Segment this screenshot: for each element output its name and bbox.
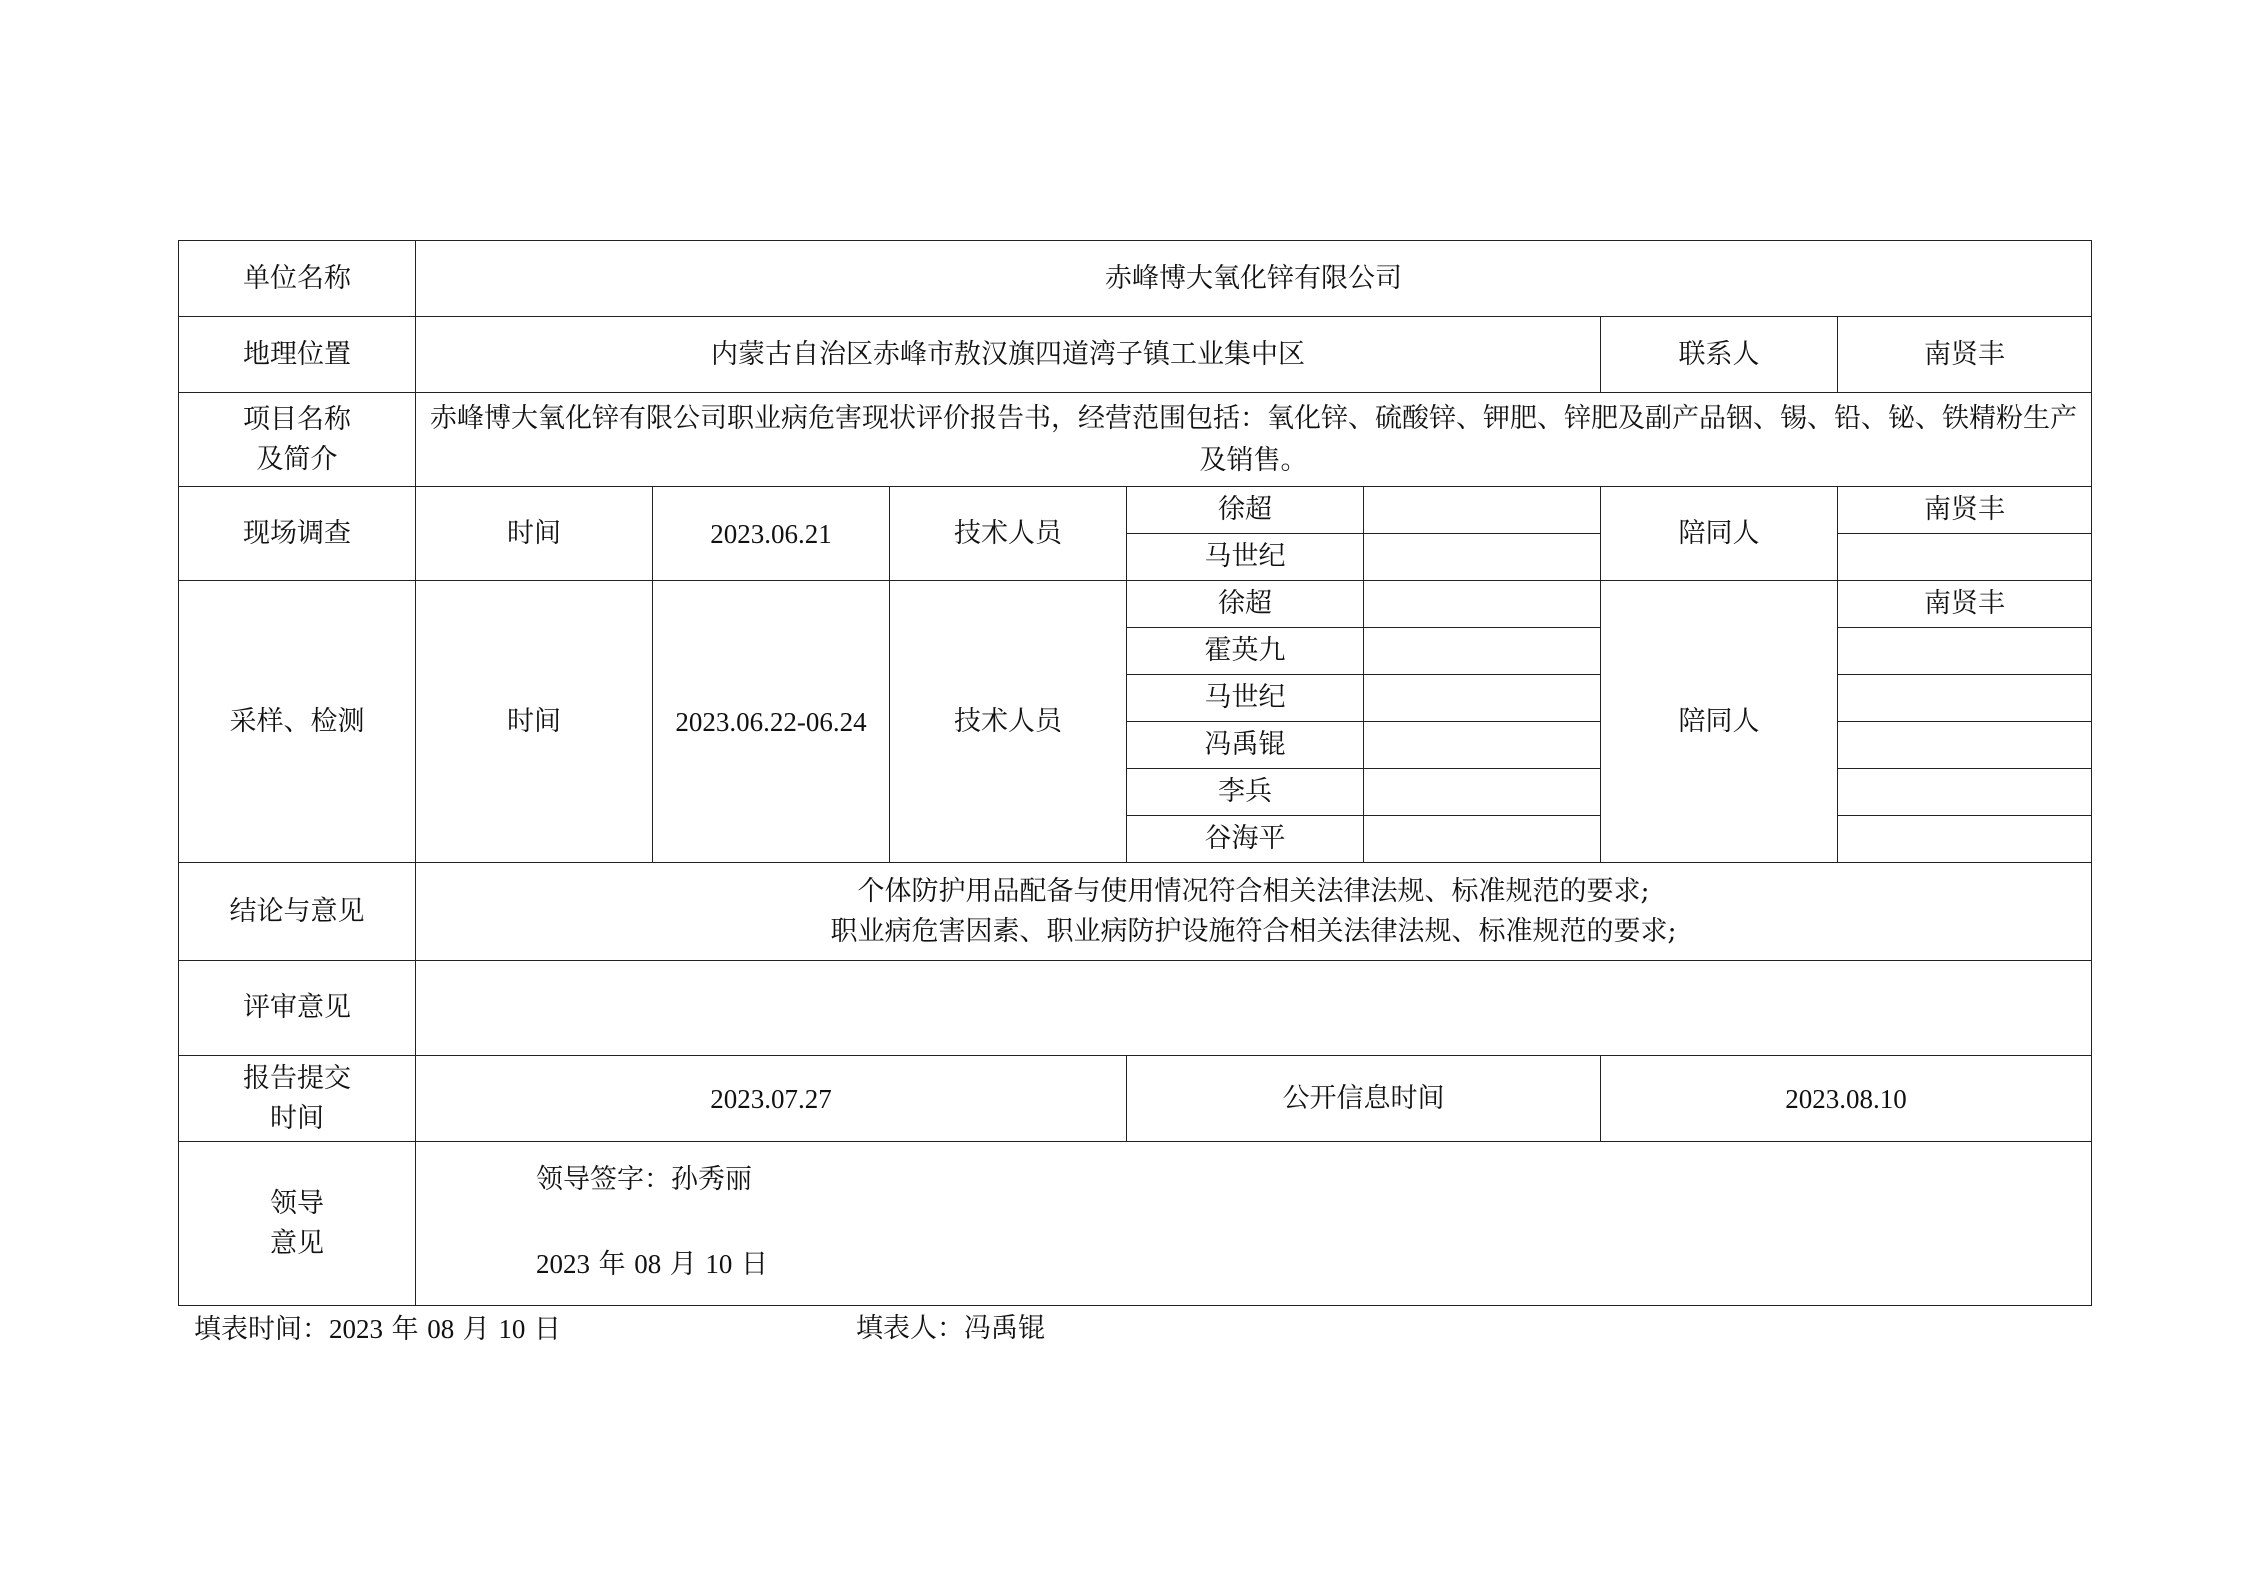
sampling-technician: 李兵 (1127, 769, 1364, 816)
conclusion-line: 职业病危害因素、职业病防护设施符合相关法律法规、标准规范的要求; (830, 915, 1677, 947)
sampling-technician: 冯禹锟 (1127, 722, 1364, 769)
site-survey-technician: 徐超 (1127, 487, 1364, 534)
site-survey-technician: 马世纪 (1127, 534, 1364, 581)
fill-time (194, 1309, 561, 1350)
site-survey-technician-extra (1364, 487, 1601, 534)
review-label: 评审意见 (179, 961, 416, 1056)
leader-date (536, 1244, 768, 1285)
location-label: 地理位置 (179, 317, 416, 393)
leader-date-day: 10 (705, 1249, 733, 1279)
sampling-technician: 谷海平 (1127, 816, 1364, 863)
leader-label-line2: 意见 (270, 1227, 324, 1259)
report-label-line1: 报告提交 (243, 1062, 351, 1094)
project-label (179, 393, 416, 487)
fill-time-month-unit: 月 (462, 1314, 490, 1345)
leader-signature-name: 孙秀丽 (671, 1164, 752, 1195)
fill-time-day: 10 (498, 1314, 526, 1344)
sampling-escort (1838, 628, 2092, 675)
sampling-technician: 马世纪 (1127, 675, 1364, 722)
leader-row (179, 1142, 2092, 1306)
conclusion-text (416, 863, 2092, 961)
leader-date-month: 08 (634, 1249, 662, 1279)
fill-time-month: 08 (427, 1314, 455, 1344)
site-survey-row (179, 487, 2092, 534)
filler-label: 填表人： (856, 1313, 964, 1344)
project-description: 赤峰博大氧化锌有限公司职业病危害现状评价报告书，经营范围包括：氧化锌、硫酸锌、钾肥、锌肥及副产品铟、锡、铅、铋、铁精粉生产及销售。 (416, 393, 2092, 487)
conclusion-line: 个体防护用品配备与使用情况符合相关法律法规、标准规范的要求; (857, 875, 1650, 907)
unit-row (179, 241, 2092, 317)
sampling-escort (1838, 722, 2092, 769)
site-survey-escort: 南贤丰 (1838, 487, 2092, 534)
conclusion-label: 结论与意见 (179, 863, 416, 961)
site-survey-tech-label: 技术人员 (890, 487, 1127, 581)
sampling-escort (1838, 675, 2092, 722)
leader-label (179, 1142, 416, 1306)
project-label-line2: 及简介 (256, 443, 338, 475)
report-label-line2: 时间 (270, 1102, 324, 1134)
leader-date-day-unit: 日 (740, 1249, 768, 1280)
site-survey-escort-label: 陪同人 (1601, 487, 1838, 581)
site-survey-date: 2023.06.21 (653, 487, 890, 581)
disclosure-form-table (178, 240, 2092, 1306)
site-survey-technician-extra (1364, 534, 1601, 581)
unit-label: 单位名称 (179, 241, 416, 317)
sampling-escort (1838, 769, 2092, 816)
contact-value: 南贤丰 (1838, 317, 2092, 393)
filler (856, 1309, 1045, 1349)
fill-time-day-unit: 日 (533, 1314, 561, 1345)
review-value (416, 961, 2092, 1056)
conclusion-row (179, 863, 2092, 961)
review-row (179, 961, 2092, 1056)
fill-time-label: 填表时间： (194, 1314, 329, 1345)
sampling-technician-extra (1364, 769, 1601, 816)
sampling-label: 采样、检测 (179, 581, 416, 863)
public-info-time-label: 公开信息时间 (1127, 1056, 1601, 1142)
leader-date-year: 2023 (536, 1249, 590, 1279)
sampling-row (179, 581, 2092, 628)
sampling-technician-extra (1364, 816, 1601, 863)
sampling-technician-extra (1364, 675, 1601, 722)
location-row (179, 317, 2092, 393)
site-survey-time-label: 时间 (416, 487, 653, 581)
site-survey-label: 现场调查 (179, 487, 416, 581)
project-row (179, 393, 2092, 487)
report-label (179, 1056, 416, 1142)
location-value: 内蒙古自治区赤峰市敖汉旗四道湾子镇工业集中区 (416, 317, 1601, 393)
sampling-escort-label: 陪同人 (1601, 581, 1838, 863)
filler-name: 冯禹锟 (964, 1313, 1045, 1344)
leader-signature-label: 领导签字： (536, 1164, 671, 1195)
unit-value: 赤峰博大氧化锌有限公司 (416, 241, 2092, 317)
leader-date-year-unit: 年 (598, 1249, 626, 1280)
contact-label: 联系人 (1601, 317, 1838, 393)
leader-label-line1: 领导 (270, 1187, 324, 1219)
sampling-tech-label: 技术人员 (890, 581, 1127, 863)
sampling-technician-extra (1364, 722, 1601, 769)
sampling-escort: 南贤丰 (1838, 581, 2092, 628)
sampling-technician-extra (1364, 628, 1601, 675)
sampling-technician: 徐超 (1127, 581, 1364, 628)
fill-time-year: 2023 (329, 1314, 383, 1344)
project-label-line1: 项目名称 (243, 403, 351, 435)
fill-time-year-unit: 年 (391, 1314, 419, 1345)
report-submit-date: 2023.07.27 (416, 1056, 1127, 1142)
sampling-escort (1838, 816, 2092, 863)
sampling-date: 2023.06.22-06.24 (653, 581, 890, 863)
leader-date-month-unit: 月 (669, 1249, 697, 1280)
sampling-time-label: 时间 (416, 581, 653, 863)
sampling-technician-extra (1364, 581, 1601, 628)
sampling-technician: 霍英九 (1127, 628, 1364, 675)
report-row (179, 1056, 2092, 1142)
leader-opinion-cell (416, 1142, 2092, 1306)
site-survey-escort (1838, 534, 2092, 581)
leader-signature-line (536, 1160, 752, 1200)
public-info-date: 2023.08.10 (1601, 1056, 2092, 1142)
